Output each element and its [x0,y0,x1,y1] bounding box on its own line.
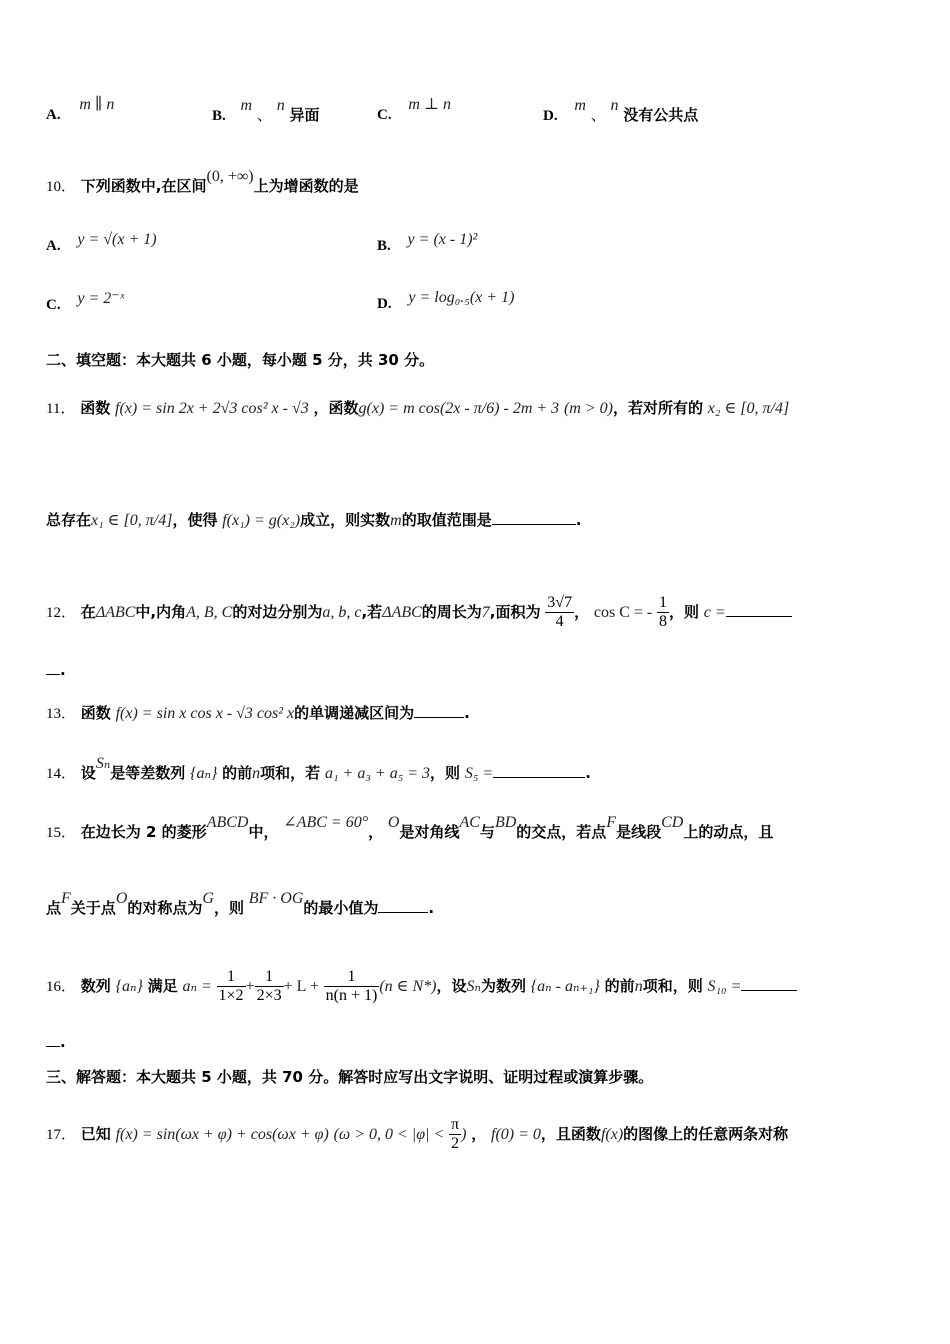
option-math: y = √(x + 1) [77,231,157,248]
q9-option-d [543,97,699,125]
option-math-m: m [240,97,253,114]
question-text: ，则 [430,764,461,782]
diagonal-ac-math: AC [459,814,480,831]
sum-math: Sₙ [95,755,111,772]
option-label: B. [377,238,391,254]
question-text: 数列 [80,977,111,995]
answer-blank [492,510,576,525]
sequence-math: {aₙ} [190,765,218,782]
point-o-math: O [115,890,128,907]
answer-blank [414,703,464,718]
question-text: ，且函数 [540,1125,601,1143]
point-g-math: G [202,890,214,907]
question-text: 的前 [604,977,635,995]
question-text: 的对边分别为 [232,603,323,621]
question-text: 中， [248,823,279,841]
interval-math: (0, +∞) [206,168,254,185]
question-end-mark: . [428,899,435,917]
q10-option-a [46,231,157,255]
question-text: 满足 [147,977,178,995]
ellipsis-math: + L + [283,978,319,995]
section-heading-fill-in: 二、填空题：本大题共 6 小题，每小题 5 分，共 30 分。 [46,351,435,369]
angles-math: A, B, C [186,604,233,621]
question-text: 为数列 [480,977,526,995]
question-number: 15． [46,825,77,841]
an-math: aₙ = [182,978,212,995]
question-text: 的交点，若点 [516,823,607,841]
f0-math: f(0) = 0 [491,1126,541,1143]
s10-math: S₁₀ = [707,978,742,995]
option-label: C. [46,297,61,313]
question-10 [46,168,359,197]
question-16-continued [46,1032,66,1052]
question-text: ，设 [436,977,467,995]
question-text: 的取值范围是 [401,511,492,529]
question-number: 14． [46,766,77,782]
variable-n-math: n [252,765,261,782]
section-heading-solutions: 三、解答题：本大题共 5 小题，共 70 分。解答时应写出文字说明、证明过程或演算步骤。 [46,1068,654,1086]
condition-math-close: ) [461,1126,467,1143]
function-math: f(x) = sin x cos x - √3 cos² x [115,705,295,722]
equation-math: f(x₁) = g(x₂) [222,512,301,529]
question-text: 点 [46,899,62,917]
option-math: y = log₀.₅(x + 1) [408,289,515,306]
condition-math: (ω > 0, 0 < |φ| < [333,1126,445,1143]
option-text: 没有公共点 [623,106,699,124]
point-f-math: F [606,814,617,831]
q9-option-b [212,97,320,125]
question-number: 11． [46,401,76,417]
q9-option-c [377,96,451,124]
q10-option-d [377,289,515,313]
answer-blank [46,1032,60,1047]
fx-math: f(x) [600,1126,624,1143]
question-text: 中,内角 [135,603,187,621]
question-end-mark: . [575,511,582,529]
question-11 [46,398,789,419]
x2-domain-math: x₂ ∈ [0, π/4] [707,400,790,417]
question-text: 项和，则 [642,977,703,995]
option-math-n: n [610,97,619,114]
function-f-math: f(x) = sin 2x + 2√3 cos² x - √3 [115,400,309,417]
question-text: 上为增函数的是 [253,177,359,195]
fraction-numerator: 3√7 [547,594,573,611]
question-text: 关于点 [70,899,116,917]
s5-math: S₅ = [464,765,494,782]
question-text: 是等差数列 [110,764,186,782]
fraction-numerator: π [451,1116,460,1133]
question-text: 成立，则实数 [300,511,391,529]
question-text: 总存在 [46,511,92,529]
question-14 [46,755,591,784]
question-text: 下列函数中,在区间 [80,177,207,195]
question-end-mark: . [60,661,66,679]
dot-product-math: BF · OG [248,890,304,907]
triangle-math: ΔABC [95,604,136,621]
question-end-mark: . [60,1033,66,1051]
fraction-denominator: 4 [555,613,564,630]
question-number: 13． [46,706,77,722]
question-text: 在边长为 2 的菱形 [80,823,207,841]
option-separator: 、 [590,106,606,124]
cosine-math: cos C = - [593,604,653,621]
question-text: 的图像上的任意两条对称 [623,1125,789,1143]
question-16: 16． 数列 {aₙ} 满足 aₙ = $\frac{1}{1\times 2}$ + $\frac{1}{2\times 3}$ + L + $\frac{1}{n(n + 1)}$ (n ∈ N*)，设Sₙ为数列 {aₙ - aₙ₊₁} 的前n项和，则 S₁₀ = [46,968,797,1005]
fraction-numerator: 1 [217,968,246,987]
question-text: ，则 [669,603,700,621]
question-text: 的单调递减区间为 [294,704,415,722]
diagonal-bd-math: BD [494,814,517,831]
question-text: 的最小值为 [303,899,379,917]
fraction-denominator: 8 [659,613,667,630]
term-fraction-1 [217,968,246,1005]
question-number: 10． [46,179,77,195]
option-math: m ⊥ n [408,96,451,113]
question-text: ，若对所有的 [612,399,703,417]
fraction-denominator: n(n + 1) [325,987,378,1004]
question-number: 17． [46,1127,77,1143]
condition-math: (n ∈ N*) [379,978,437,995]
answer-blank [46,660,60,675]
term-fraction-2 [255,968,284,1005]
segment-cd-math: CD [661,814,684,831]
question-12 [46,594,792,631]
question-text: 已知 [80,1125,111,1143]
area-fraction [545,594,574,631]
sum-math: Sₙ [466,978,481,995]
triangle-math: ΔABC [382,604,422,621]
answer-blank [493,763,585,778]
fraction-numerator: 1 [255,968,284,987]
x1-domain-math: x₁ ∈ [0, π/4] [91,512,173,529]
option-label: B. [212,108,226,124]
option-label: A. [46,238,61,254]
sequence-math: {aₙ} [115,978,143,995]
question-text: ， [471,1125,487,1143]
condition-fraction [449,1116,461,1153]
option-math-m: m [574,97,586,114]
term-fraction-3 [324,968,380,1005]
question-number: 16． [46,979,77,995]
option-label: A. [46,107,61,123]
question-13 [46,703,470,724]
point-o-math: O [387,814,400,831]
function-g-math: g(x) = m cos(2x - π/6) - 2m + 3 [358,400,560,417]
question-11-continued [46,510,581,531]
question-text: 的对称点为 [127,899,203,917]
answer-blank [378,898,428,913]
fraction-denominator: 2 [451,1135,460,1152]
question-12-continued [46,660,66,680]
question-text: ， [574,603,590,621]
question-text: 设 [80,764,96,782]
option-separator: 、 [256,106,272,124]
option-math: y = (x - 1)² [407,231,478,248]
question-number: 12． [46,605,77,621]
q10-option-b [377,231,478,255]
answer-blank [726,602,792,617]
option-label: D. [543,108,558,124]
function-math: f(x) = sin(ωx + φ) + cos(ωx + φ) [115,1126,329,1143]
question-text: 的前 [222,764,253,782]
option-text: 异面 [289,106,320,124]
question-text: ,面积为 [489,603,541,621]
angle-math: ∠ABC = 60° [283,814,369,831]
question-text: 函数 [80,704,111,722]
question-text: 项和，若 [260,764,321,782]
fraction-denominator: 1×2 [218,987,244,1004]
option-math: y = 2⁻ˣ [77,290,125,307]
option-math-n: n [276,97,285,114]
question-15 [46,814,774,843]
side-c-math: c = [703,604,726,621]
fraction-numerator: 1 [659,594,667,611]
variable-m-math: m [390,512,402,529]
question-text: ， [368,823,384,841]
fraction-denominator: 2×3 [256,987,282,1004]
question-end-mark: . [464,704,470,722]
option-label: C. [377,107,392,123]
fraction-numerator: 1 [324,968,380,987]
variable-n-math: n [634,978,643,995]
option-math: m ∥ n [79,96,115,113]
difference-sequence-math: {aₙ - aₙ₊₁} [530,978,600,995]
question-text: 是线段 [616,823,662,841]
point-f-math: F [61,890,71,907]
rhombus-math: ABCD [206,814,249,831]
question-17 [46,1116,788,1153]
question-text: 与 [479,823,495,841]
cosine-fraction [657,594,669,631]
perimeter-math: 7 [481,604,490,621]
question-text: ，则 [213,899,244,917]
question-text: ，使得 [172,511,218,529]
question-end-mark: . [585,764,591,782]
sides-math: a, b, c [322,604,362,621]
question-text: ,若 [361,603,383,621]
q10-option-c [46,290,125,314]
question-text: ，函数 [313,399,359,417]
option-label: D. [377,296,392,312]
question-text: 函数 [80,399,111,417]
question-text: 是对角线 [399,823,460,841]
question-text: 在 [80,603,96,621]
answer-blank [741,976,797,991]
q9-option-a [46,96,115,124]
question-text: 上的动点，且 [683,823,774,841]
question-15-continued [46,890,435,919]
question-text: 的周长为 [421,603,482,621]
equation-math: a₁ + a₃ + a₅ = 3 [324,765,431,782]
condition-math: (m > 0) [563,400,613,417]
